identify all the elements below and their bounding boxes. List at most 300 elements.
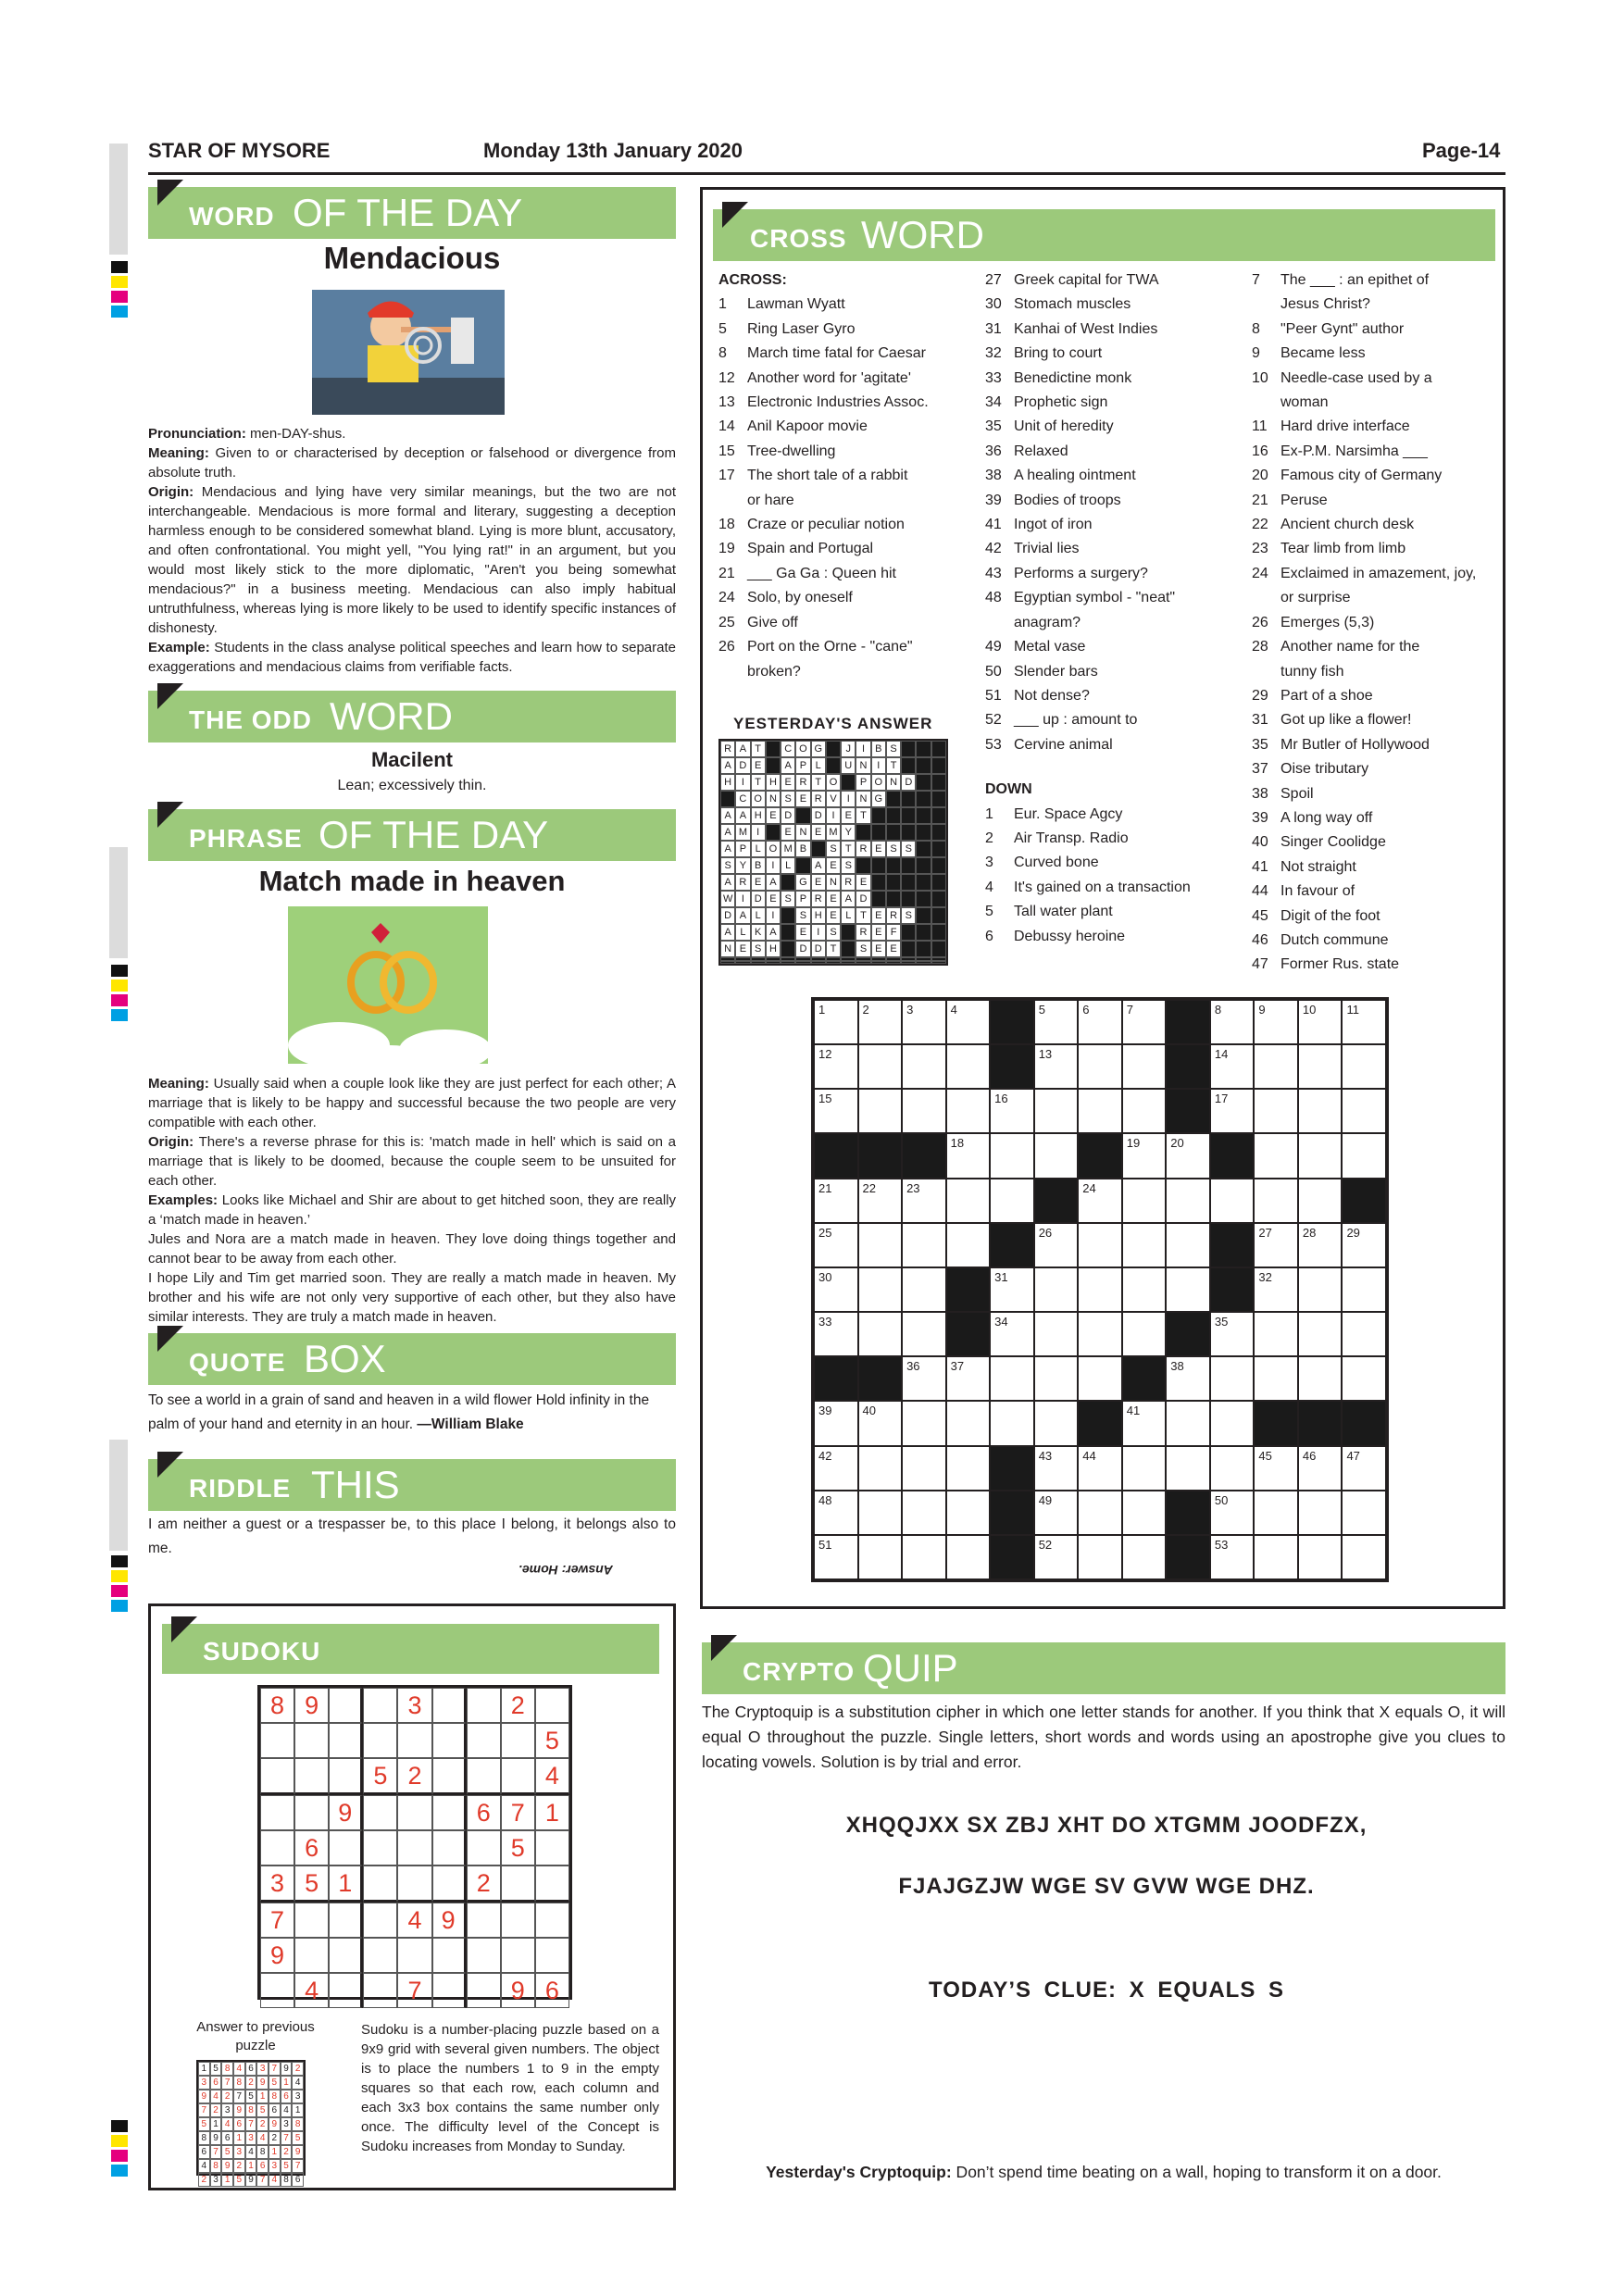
crossword-cell[interactable] <box>1034 1044 1079 1089</box>
sudoku-cell[interactable] <box>432 1688 467 1723</box>
crossword-cell[interactable] <box>946 1044 991 1089</box>
sudoku-cell[interactable] <box>329 1903 363 1938</box>
crossword-cell[interactable] <box>814 1179 858 1223</box>
sudoku-cell[interactable] <box>467 1938 501 1973</box>
clue-text: Spain and Portugal <box>747 541 874 557</box>
crossword-cell[interactable] <box>1254 1356 1298 1401</box>
sudoku-cell[interactable] <box>467 1758 501 1795</box>
crossword-cell[interactable] <box>814 1089 858 1133</box>
crossword-cell[interactable] <box>1034 1401 1079 1445</box>
crossword-cell[interactable] <box>1210 1446 1255 1491</box>
clue-row <box>1252 660 1502 684</box>
sudoku-cell[interactable]: 6 <box>535 1973 569 2008</box>
crossword-cell[interactable] <box>1210 1179 1255 1223</box>
answer-cell: L <box>735 924 750 941</box>
crossword-cell[interactable] <box>1298 1000 1343 1044</box>
sudoku-cell[interactable]: 9 <box>260 1938 294 1973</box>
crossword-cell[interactable] <box>1122 1312 1167 1356</box>
crossword-cell[interactable] <box>1210 1491 1255 1535</box>
answer-cell: O <box>871 774 886 791</box>
clue-row <box>718 367 968 391</box>
clue-text: Became less <box>1280 345 1366 362</box>
crossword-cell[interactable] <box>990 1401 1034 1445</box>
sudoku-cell[interactable] <box>260 1723 294 1758</box>
clue-text: Lawman Wyatt <box>747 296 845 313</box>
crossword-cell[interactable] <box>1254 1044 1298 1089</box>
crossword-cell[interactable] <box>1254 1446 1298 1491</box>
sudoku-answer-cell: 7 <box>210 2145 222 2159</box>
sudoku-cell[interactable]: 5 <box>535 1723 569 1758</box>
crossword-cell[interactable] <box>1034 1312 1079 1356</box>
answer-cell <box>781 924 795 941</box>
clue-text: Digit of the foot <box>1280 907 1380 924</box>
crossword-cell[interactable] <box>1078 1356 1122 1401</box>
crossword-cell[interactable] <box>858 1089 903 1133</box>
crossword-cell[interactable] <box>1078 1312 1122 1356</box>
crossword-cell[interactable] <box>946 1133 991 1178</box>
crossword-cell[interactable] <box>902 1223 946 1267</box>
sudoku-cell[interactable] <box>294 1795 329 1830</box>
clue-row <box>985 318 1235 342</box>
answer-cell <box>795 961 810 965</box>
sudoku-cell[interactable] <box>397 1830 431 1866</box>
crossword-cell[interactable] <box>946 1446 991 1491</box>
crossword-cell[interactable] <box>814 1000 858 1044</box>
crossword-cell[interactable] <box>1298 1356 1343 1401</box>
crossword-cell[interactable] <box>1078 1446 1122 1491</box>
cell-number: 13 <box>1038 1047 1053 1062</box>
crossword-cell[interactable] <box>1254 1000 1298 1044</box>
sudoku-cell[interactable] <box>501 1866 535 1903</box>
crossword-cell[interactable] <box>1342 1535 1386 1579</box>
sudoku-cell[interactable] <box>467 1903 501 1938</box>
crossword-cell[interactable] <box>1210 1535 1255 1579</box>
crossword-cell <box>814 1133 858 1178</box>
sudoku-answer-cell: 3 <box>269 2159 281 2173</box>
crossword-cell[interactable] <box>1122 1401 1167 1445</box>
clue-text: Solo, by oneself <box>747 590 853 606</box>
crossword-cell[interactable] <box>946 1356 991 1401</box>
sudoku-cell[interactable]: 9 <box>329 1795 363 1830</box>
sudoku-cell[interactable] <box>535 1688 569 1723</box>
crossword-cell[interactable] <box>1034 1356 1079 1401</box>
clue-row <box>718 537 968 561</box>
sudoku-cell[interactable] <box>535 1830 569 1866</box>
sudoku-cell[interactable] <box>329 1688 363 1723</box>
crossword-cell[interactable] <box>1342 1044 1386 1089</box>
sudoku-cell[interactable] <box>467 1688 501 1723</box>
crossword-cell[interactable] <box>814 1044 858 1089</box>
sudoku-cell[interactable] <box>329 1973 363 2008</box>
sudoku-cell[interactable] <box>329 1938 363 1973</box>
sudoku-cell[interactable] <box>432 1758 467 1795</box>
crossword-cell[interactable] <box>1298 1312 1343 1356</box>
sudoku-cell[interactable] <box>363 1903 397 1938</box>
sudoku-cell[interactable] <box>432 1723 467 1758</box>
sudoku-cell[interactable]: 7 <box>397 1973 431 2008</box>
crossword-cell[interactable] <box>858 1267 903 1312</box>
sudoku-cell[interactable] <box>432 1973 467 2008</box>
crossword-cell[interactable] <box>814 1535 858 1579</box>
clue-text: Craze or peculiar notion <box>747 517 905 533</box>
clue-text: It's gained on a transaction <box>1014 879 1191 895</box>
answer-cell <box>931 907 946 924</box>
crossword-cell[interactable] <box>990 1179 1034 1223</box>
sudoku-cell[interactable] <box>294 1903 329 1938</box>
sudoku-cell[interactable] <box>397 1795 431 1830</box>
sudoku-cell[interactable] <box>501 1938 535 1973</box>
answer-cell: T <box>751 774 766 791</box>
crossword-cell[interactable] <box>946 1223 991 1267</box>
crossword-cell[interactable] <box>1122 1179 1167 1223</box>
crossword-cell <box>990 1044 1034 1089</box>
crossword-cell[interactable] <box>902 1535 946 1579</box>
crossword-cell[interactable] <box>1298 1223 1343 1267</box>
sudoku-cell[interactable]: 5 <box>363 1758 397 1795</box>
crossword-grid <box>811 997 1389 1582</box>
crossword-cell[interactable] <box>990 1089 1034 1133</box>
sudoku-cell[interactable] <box>363 1973 397 2008</box>
crossword-cell[interactable] <box>858 1179 903 1223</box>
registration-mark <box>111 2150 128 2162</box>
crossword-cell[interactable] <box>1254 1491 1298 1535</box>
sudoku-cell[interactable] <box>535 1903 569 1938</box>
crossword-cell[interactable] <box>1298 1446 1343 1491</box>
sudoku-cell[interactable] <box>294 1938 329 1973</box>
crossword-cell[interactable] <box>814 1267 858 1312</box>
crossword-cell[interactable] <box>1122 1491 1167 1535</box>
sudoku-cell[interactable] <box>397 1938 431 1973</box>
crossword-cell[interactable] <box>1034 1535 1079 1579</box>
answer-cell <box>871 824 886 841</box>
crossword-cell[interactable] <box>1298 1267 1343 1312</box>
crossword-cell[interactable] <box>1298 1089 1343 1133</box>
clue-text: Former Rus. state <box>1280 956 1400 973</box>
crossword-cell[interactable] <box>814 1401 858 1445</box>
crossword-cell[interactable] <box>946 1535 991 1579</box>
clue-text: Ingot of iron <box>1014 517 1093 533</box>
sudoku-cell[interactable] <box>432 1866 467 1903</box>
sudoku-answer-cell: 5 <box>245 2090 257 2103</box>
crossword-cell[interactable] <box>1254 1535 1298 1579</box>
crossword-cell[interactable] <box>1034 1491 1079 1535</box>
sudoku-cell[interactable]: 4 <box>294 1973 329 2008</box>
sudoku-answer-cell: 8 <box>292 2117 304 2131</box>
crossword-cell[interactable] <box>858 1223 903 1267</box>
answer-cell: T <box>826 941 841 957</box>
crossword-cell[interactable] <box>902 1312 946 1356</box>
crossword-cell[interactable] <box>1166 1446 1210 1491</box>
clue-row <box>718 342 968 366</box>
cell-number: 37 <box>950 1359 965 1374</box>
answer-cell: D <box>811 807 826 824</box>
crossword-cell[interactable] <box>902 1356 946 1401</box>
crossword-cell[interactable] <box>1210 1044 1255 1089</box>
registration-mark <box>111 2120 128 2132</box>
crossword-cell[interactable] <box>858 1000 903 1044</box>
crossword-cell[interactable] <box>1122 1267 1167 1312</box>
clue-row <box>985 876 1235 900</box>
crossword-cell[interactable] <box>858 1312 903 1356</box>
crossword-cell[interactable] <box>1254 1133 1298 1178</box>
cell-number: 21 <box>818 1180 832 1195</box>
clue-row <box>985 391 1235 415</box>
crossword-cell[interactable] <box>1342 1312 1386 1356</box>
crossword-cell[interactable] <box>858 1044 903 1089</box>
crossword-cell[interactable] <box>1254 1223 1298 1267</box>
clue-number: 1 <box>718 296 727 313</box>
sudoku-cell[interactable] <box>397 1866 431 1903</box>
sudoku-cell[interactable] <box>260 1758 294 1795</box>
sudoku-cell[interactable]: 5 <box>294 1866 329 1903</box>
clue-text: Port on the Orne - "cane" <box>747 639 913 655</box>
sudoku-cell[interactable] <box>535 1866 569 1903</box>
sudoku-cell[interactable] <box>432 1938 467 1973</box>
crossword-cell[interactable] <box>1210 1000 1255 1044</box>
sudoku-cell[interactable] <box>363 1938 397 1973</box>
answer-cell <box>916 857 931 874</box>
clue-text: Relaxed <box>1014 443 1068 459</box>
sudoku-cell[interactable] <box>363 1795 397 1830</box>
crossword-cell[interactable] <box>902 1491 946 1535</box>
sudoku-cell[interactable]: 1 <box>329 1866 363 1903</box>
crossword-cell[interactable] <box>946 1491 991 1535</box>
crossword-cell[interactable] <box>1342 1133 1386 1178</box>
crossword-cell[interactable] <box>858 1535 903 1579</box>
crossword-cell[interactable] <box>858 1491 903 1535</box>
crossword-cell[interactable] <box>1254 1179 1298 1223</box>
sudoku-cell[interactable]: 2 <box>501 1688 535 1723</box>
crossword-cell[interactable] <box>1298 1535 1343 1579</box>
crossword-cell[interactable] <box>902 1446 946 1491</box>
sudoku-cell[interactable] <box>363 1866 397 1903</box>
crossword-cell[interactable] <box>1122 1089 1167 1133</box>
answer-cell: O <box>826 774 841 791</box>
registration-mark <box>111 1585 128 1597</box>
sudoku-cell[interactable] <box>329 1723 363 1758</box>
crossword-cell[interactable] <box>1342 1223 1386 1267</box>
sudoku-cell[interactable]: 3 <box>397 1688 431 1723</box>
sudoku-cell[interactable]: 6 <box>467 1795 501 1830</box>
crossword-cell[interactable] <box>1166 1179 1210 1223</box>
crossword-cell[interactable] <box>1342 1267 1386 1312</box>
answer-cell <box>871 961 886 965</box>
crossword-cell[interactable] <box>902 1267 946 1312</box>
sudoku-cell[interactable] <box>260 1830 294 1866</box>
crossword-cell[interactable] <box>1078 1223 1122 1267</box>
crossword-cell[interactable] <box>814 1491 858 1535</box>
crossword-cell[interactable] <box>1122 1044 1167 1089</box>
crossword-cell[interactable] <box>1034 1446 1079 1491</box>
clue-number: 24 <box>1252 565 1268 581</box>
crossword-cell[interactable] <box>1298 1044 1343 1089</box>
answer-cell: N <box>826 874 841 891</box>
crossword-cell[interactable] <box>814 1223 858 1267</box>
sudoku-cell[interactable]: 9 <box>432 1903 467 1938</box>
crossword-cell[interactable] <box>1254 1267 1298 1312</box>
crossword-cell[interactable] <box>902 1401 946 1445</box>
crossword-cell[interactable] <box>1342 1356 1386 1401</box>
sudoku-cell[interactable] <box>363 1688 397 1723</box>
clue-text: Cervine animal <box>1014 736 1113 753</box>
crossword-cell[interactable] <box>1078 1267 1122 1312</box>
sudoku-cell[interactable]: 8 <box>260 1688 294 1723</box>
crossword-cell[interactable] <box>990 1356 1034 1401</box>
crossword-cell[interactable] <box>1034 1089 1079 1133</box>
crossword-cell[interactable] <box>1298 1491 1343 1535</box>
crossword-cell[interactable] <box>902 1000 946 1044</box>
crossword-cell[interactable] <box>1078 1179 1122 1223</box>
sudoku-cell[interactable]: 6 <box>294 1830 329 1866</box>
sudoku-cell[interactable]: 9 <box>501 1973 535 2008</box>
crossword-cell[interactable] <box>814 1446 858 1491</box>
crossword-cell[interactable] <box>814 1312 858 1356</box>
crossword-cell[interactable] <box>1210 1312 1255 1356</box>
sudoku-cell[interactable]: 2 <box>467 1866 501 1903</box>
crossword-cell[interactable] <box>1122 1000 1167 1044</box>
crossword-cell[interactable] <box>1298 1133 1343 1178</box>
crossword-cell[interactable] <box>1298 1179 1343 1223</box>
clue-row <box>985 562 1235 586</box>
answer-cell: A <box>735 907 750 924</box>
crossword-cell[interactable] <box>946 1000 991 1044</box>
crossword-cell[interactable] <box>1342 1089 1386 1133</box>
sudoku-cell[interactable] <box>501 1758 535 1795</box>
sudoku-cell[interactable]: 7 <box>260 1903 294 1938</box>
crossword-cell[interactable] <box>1078 1089 1122 1133</box>
crossword-cell[interactable] <box>1342 1000 1386 1044</box>
clue-row <box>718 489 968 513</box>
crossword-cell[interactable] <box>1210 1401 1255 1445</box>
crossword-cell[interactable] <box>1254 1089 1298 1133</box>
crossword-cell[interactable] <box>1078 1535 1122 1579</box>
crossword-cell[interactable] <box>1122 1446 1167 1491</box>
sudoku-cell[interactable] <box>432 1795 467 1830</box>
clue-row <box>1252 537 1502 561</box>
crossword-cell[interactable] <box>946 1179 991 1223</box>
sudoku-cell[interactable] <box>294 1723 329 1758</box>
phrase-banner <box>148 809 676 861</box>
answer-cell: R <box>735 874 750 891</box>
sudoku-cell[interactable]: 4 <box>535 1758 569 1795</box>
crossword-cell[interactable] <box>1034 1267 1079 1312</box>
crossword-cell[interactable] <box>1342 1491 1386 1535</box>
sudoku-answer-cell: 2 <box>210 2103 222 2117</box>
sudoku-cell[interactable] <box>260 1795 294 1830</box>
sudoku-cell[interactable]: 5 <box>501 1830 535 1866</box>
answer-cell <box>901 874 916 891</box>
crossword-cell[interactable] <box>1166 1223 1210 1267</box>
clue-row <box>1252 415 1502 439</box>
answer-cell: E <box>886 941 901 957</box>
sudoku-cell[interactable] <box>397 1723 431 1758</box>
crossword-cell[interactable] <box>1034 1133 1079 1178</box>
sudoku-cell[interactable]: 2 <box>397 1758 431 1795</box>
crossword-cell[interactable] <box>1034 1000 1079 1044</box>
clue-row <box>718 318 968 342</box>
crossword-cell[interactable] <box>1078 1044 1122 1089</box>
crossword-cell[interactable] <box>1210 1089 1255 1133</box>
crossword-cell[interactable] <box>990 1133 1034 1178</box>
clue-text: tunny fish <box>1280 663 1344 680</box>
crossword-cell[interactable] <box>1122 1133 1167 1178</box>
sudoku-cell[interactable]: 9 <box>294 1688 329 1723</box>
sudoku-cell[interactable]: 4 <box>397 1903 431 1938</box>
clue-row <box>718 293 968 317</box>
sudoku-cell[interactable] <box>467 1830 501 1866</box>
sudoku-cell[interactable] <box>329 1830 363 1866</box>
crossword-cell[interactable] <box>1122 1223 1167 1267</box>
sudoku-answer-cell: 4 <box>256 2131 269 2145</box>
crossword-cell[interactable] <box>1034 1223 1079 1267</box>
sudoku-cell[interactable] <box>432 1830 467 1866</box>
crossword-cell[interactable] <box>858 1446 903 1491</box>
sudoku-answer-cell: 3 <box>198 2076 210 2090</box>
sudoku-cell[interactable] <box>363 1830 397 1866</box>
crossword-cell[interactable] <box>1342 1446 1386 1491</box>
sudoku-cell[interactable] <box>467 1723 501 1758</box>
cell-number: 34 <box>994 1315 1008 1329</box>
crossword-cell[interactable] <box>990 1267 1034 1312</box>
crossword-cell[interactable] <box>1166 1356 1210 1401</box>
sudoku-cell[interactable] <box>294 1758 329 1795</box>
crossword-cell[interactable] <box>1166 1267 1210 1312</box>
sudoku-cell[interactable] <box>329 1758 363 1795</box>
sudoku-cell[interactable]: 7 <box>501 1795 535 1830</box>
answer-cell <box>931 741 946 757</box>
crossword-cell[interactable] <box>1078 1491 1122 1535</box>
crossword-cell[interactable] <box>902 1179 946 1223</box>
cell-number: 8 <box>1214 1003 1222 1017</box>
crossword-cell[interactable] <box>1166 1401 1210 1445</box>
banner-corner <box>722 202 748 228</box>
crossword-cell[interactable] <box>1122 1535 1167 1579</box>
sudoku-cell[interactable] <box>363 1723 397 1758</box>
sudoku-answer-cell: 6 <box>269 2103 281 2117</box>
sudoku-cell[interactable] <box>501 1723 535 1758</box>
cell-number: 26 <box>1038 1225 1053 1240</box>
sudoku-cell[interactable]: 3 <box>260 1866 294 1903</box>
answer-cell <box>916 824 931 841</box>
answer-cell: D <box>795 941 810 957</box>
sudoku-cell[interactable]: 1 <box>535 1795 569 1830</box>
crossword-cell[interactable] <box>1210 1356 1255 1401</box>
sudoku-answer-cell: 2 <box>292 2062 304 2076</box>
crossword-cell[interactable] <box>858 1401 903 1445</box>
clue-number: 20 <box>1252 468 1268 484</box>
crossword-cell[interactable] <box>902 1044 946 1089</box>
down-clues-col3 <box>1252 268 1502 978</box>
clue-text: The short tale of a rabbit <box>747 468 908 484</box>
clue-number: 39 <box>1252 809 1268 826</box>
answer-cell: A <box>766 924 781 941</box>
clue-text: Curved bone <box>1014 855 1099 871</box>
sudoku-cell[interactable] <box>501 1903 535 1938</box>
crossword-cell[interactable] <box>946 1401 991 1445</box>
crossword-cell[interactable] <box>990 1312 1034 1356</box>
sudoku-cell[interactable] <box>260 1973 294 2008</box>
crossword-cell[interactable] <box>1078 1000 1122 1044</box>
crossword-cell[interactable] <box>1166 1133 1210 1178</box>
answer-cell: A <box>720 807 735 824</box>
crossword-cell[interactable] <box>902 1089 946 1133</box>
clue-text: Tree-dwelling <box>747 443 836 459</box>
sudoku-cell[interactable] <box>535 1938 569 1973</box>
sudoku-cell[interactable] <box>467 1973 501 2008</box>
crossword-cell[interactable] <box>1254 1312 1298 1356</box>
crossword-cell[interactable] <box>946 1089 991 1133</box>
sudoku-answer-cell: 7 <box>256 2173 269 2187</box>
